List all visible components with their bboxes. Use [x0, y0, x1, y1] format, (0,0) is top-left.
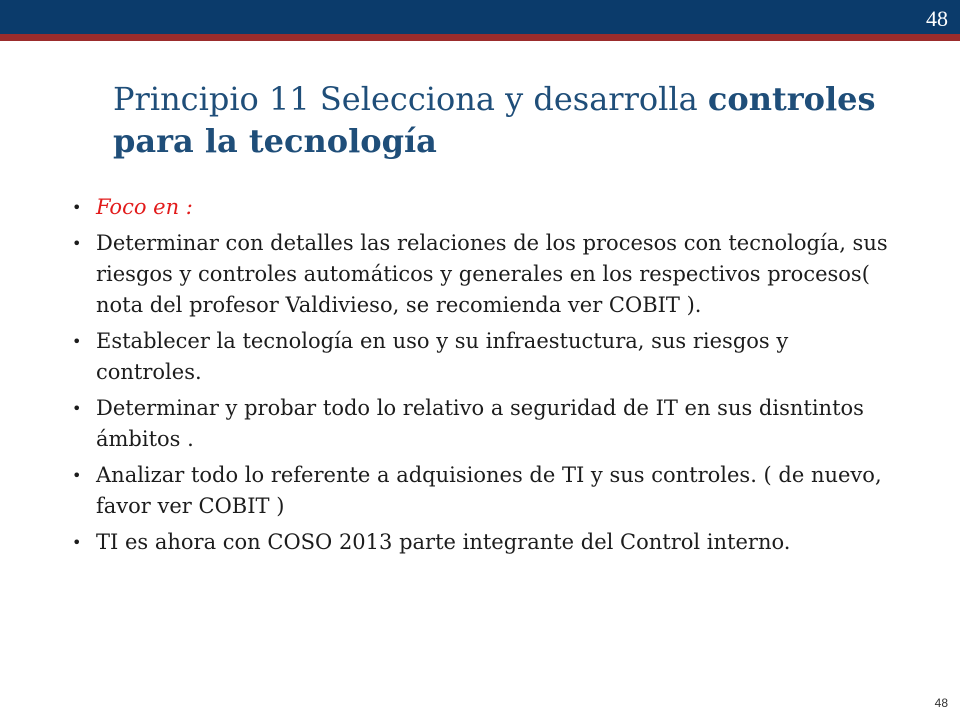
bullet-text: Analizar todo lo referente a adquisiones de TI y sus controles. ( de nuevo, favor ver COBIT ) [96, 463, 882, 518]
bullet-item [72, 527, 892, 558]
bullet-text: Determinar y probar todo lo relativo a seguridad de IT en sus disntintos ámbitos . [96, 396, 864, 451]
bullet-dot: • [72, 198, 82, 217]
page-number-top: 48 [926, 6, 948, 31]
bullet-dot: • [72, 399, 82, 418]
bullet-text: TI es ahora con COSO 2013 parte integrante del Control interno. [96, 530, 791, 554]
accent-line [0, 34, 960, 41]
bullet-dot: • [72, 533, 82, 552]
bullet-item [72, 393, 892, 455]
bullet-dot: • [72, 234, 82, 253]
bullet-dot: • [72, 466, 82, 485]
bullet-item-focus [72, 192, 892, 223]
page-number-bottom: 48 [934, 696, 948, 710]
title-bold: controles para la tecnología [113, 80, 876, 160]
bullet-item [72, 228, 892, 321]
bullet-item [72, 460, 892, 522]
bullet-text: Establecer la tecnología en uso y su infraestuctura, sus riesgos y controles. [96, 329, 789, 384]
slide-title [113, 78, 913, 162]
header-band [0, 0, 960, 34]
bullet-dot: • [72, 332, 82, 351]
title-regular: Principio 11 Selecciona y desarrolla [113, 80, 708, 118]
bullet-list [72, 192, 892, 563]
bullet-text: Determinar con detalles las relaciones de los procesos con tecnología, sus riesgos y controles automáticos y generales en los respectivos procesos( nota del profesor Valdivieso, se recomienda ver COBIT ). [96, 231, 888, 317]
bullet-item [72, 326, 892, 388]
bullet-text: Foco en : [96, 195, 193, 219]
